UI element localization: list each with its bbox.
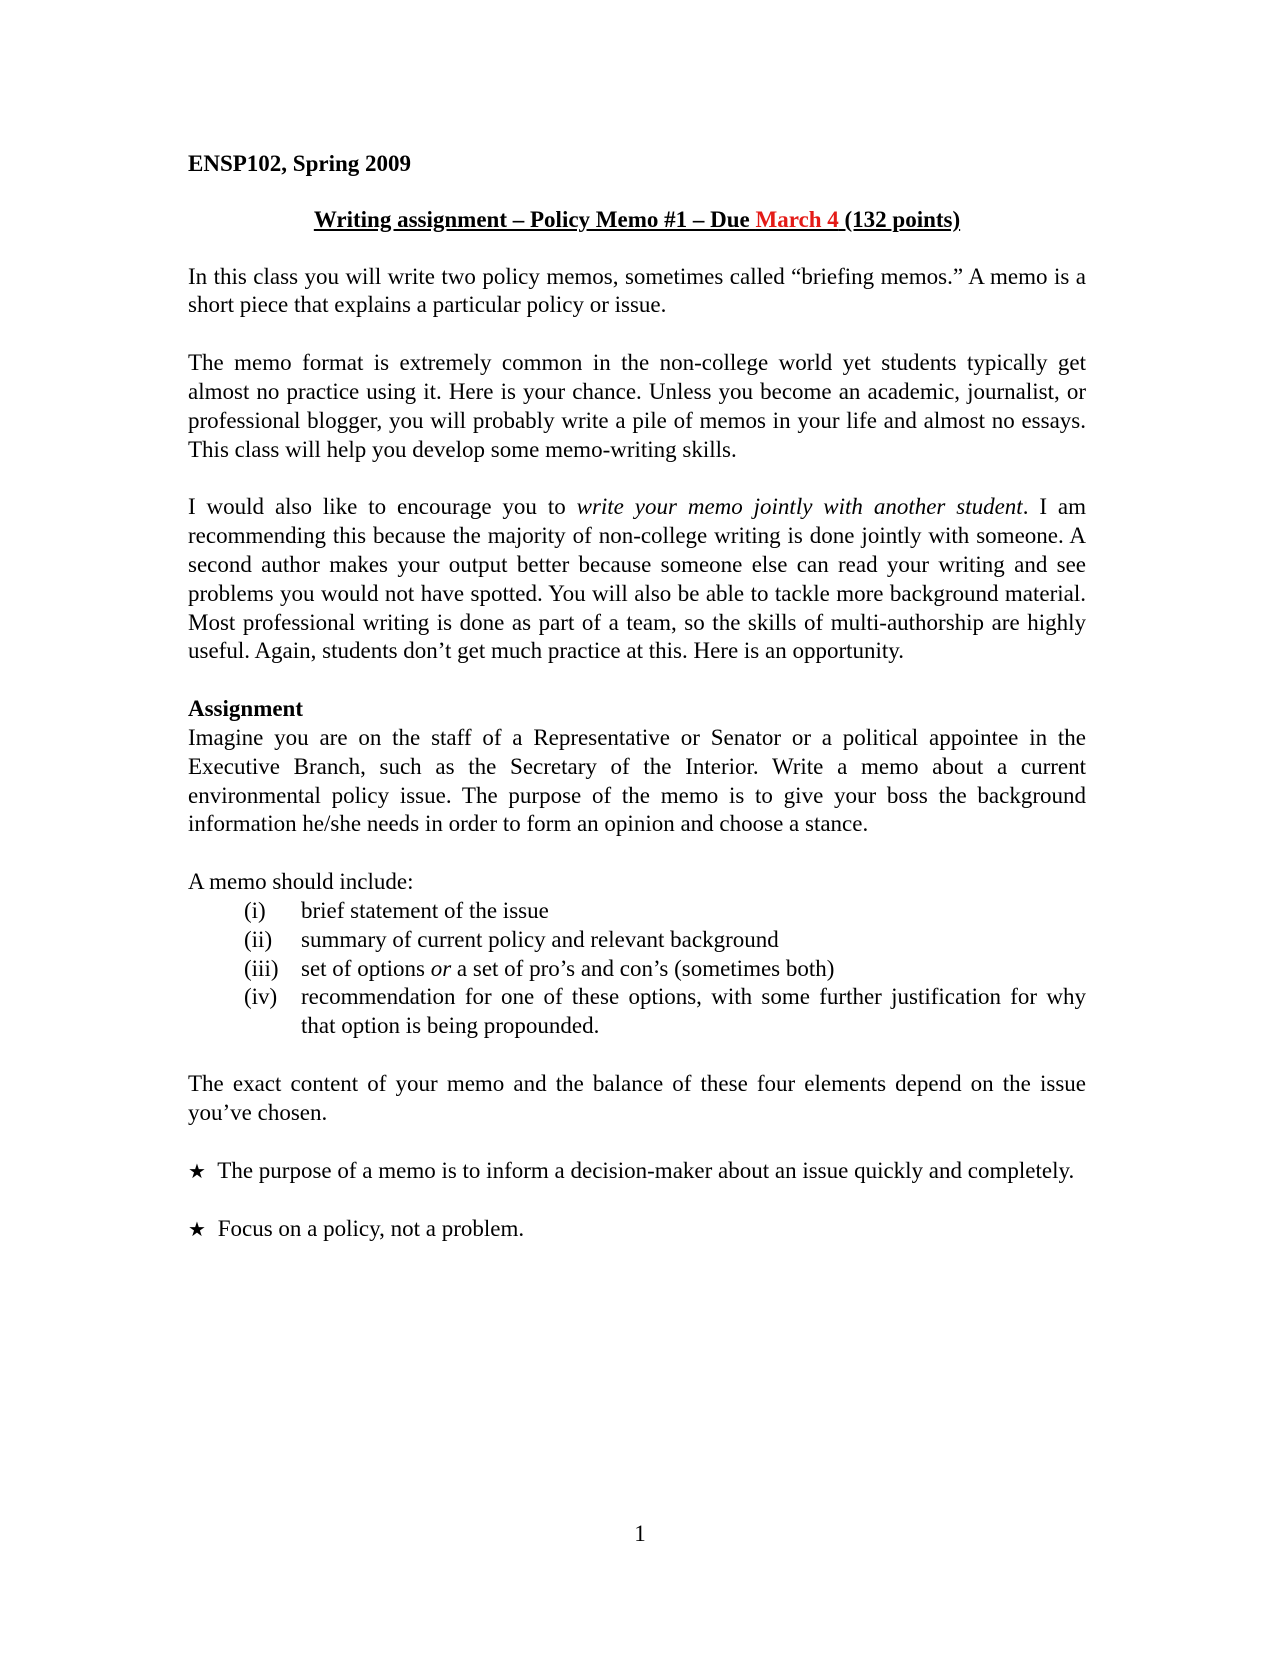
- tip-purpose: [188, 1157, 1086, 1187]
- list-item-text: brief statement of the issue: [301, 897, 549, 923]
- list-item: [188, 926, 1086, 955]
- assignment-heading: Assignment: [188, 696, 304, 722]
- list-item-text: summary of current policy and relevant background: [301, 926, 779, 952]
- title-suffix: (132 points): [838, 206, 961, 232]
- star-icon: ★: [188, 1160, 206, 1183]
- list-item: [188, 955, 1086, 984]
- content-balance-paragraph: The exact content of your memo and the balance of these four elements depend on the issue you’ve chosen.: [188, 1070, 1086, 1125]
- page-content: [188, 150, 1086, 1274]
- list-item-number: (iii): [244, 955, 279, 981]
- title-prefix: Writing assignment – Policy Memo #1 – Due: [313, 206, 756, 232]
- list-item-text: [301, 955, 1086, 984]
- list-item: [188, 897, 1086, 926]
- joint-writing-paragraph: [188, 493, 1086, 666]
- joint-writing-text-end: . I am recommending this because the majority of non-college writing is done jointly with someone. A second author makes your output better because someone else can read your writing and see problems you would not have spotted. You will also be able to tackle more background material. Most professional writing is done as part of a team, so the skills of multi-authorship are highly useful. Again, students don’t get much practice at this. Here is an opportunity.: [188, 494, 1086, 664]
- tip-focus: [188, 1215, 1086, 1245]
- joint-writing-text-start: I would also like to encourage you to: [188, 494, 577, 520]
- assignment-paragraph: Imagine you are on the staff of a Representative or Senator or a political appointee in the Executive Branch, such as the Secretary of the Interior. Write a memo about a current environmental policy issue. The purpose of the memo is to give your boss the background information he/she needs in order to form an opinion and choose a stance.: [188, 724, 1086, 837]
- tip-text: Focus on a policy, not a problem.: [211, 1216, 525, 1242]
- joint-writing-emphasis: write your memo jointly with another student: [576, 494, 1023, 520]
- intro-paragraph: In this class you will write two policy memos, sometimes called “briefing memos.” A memo is a short piece that explains a particular policy or issue.: [188, 263, 1086, 318]
- list-item-text: recommendation for one of these options, with some further justification for why that option is being propounded.: [301, 984, 1086, 1039]
- page-number: 1: [634, 1521, 646, 1546]
- list-item-text-end: a set of pro’s and con’s (sometimes both): [451, 955, 835, 981]
- list-item: [188, 983, 1086, 1041]
- memo-elements-list: [188, 897, 1086, 1041]
- list-item-number: (ii): [244, 926, 273, 952]
- tip-text: The purpose of a memo is to inform a decision-maker about an issue quickly and completely.: [211, 1157, 1075, 1183]
- memo-list-intro: A memo should include:: [188, 869, 414, 895]
- due-date: March 4: [755, 206, 839, 232]
- list-item-number: (iv): [244, 984, 278, 1010]
- star-icon: ★: [188, 1219, 206, 1242]
- list-item-number: (i): [244, 897, 266, 923]
- list-item-text-start: set of options: [301, 955, 431, 981]
- memo-format-paragraph: The memo format is extremely common in the non-college world yet students typically get almost no practice using it. Here is your chance. Unless you become an academic, journalist, or professional blogger, you will probably write a pile of memos in your life and almost no essays. This class will help you develop some memo-writing skills.: [188, 350, 1086, 462]
- course-heading: ENSP102, Spring 2009: [188, 151, 412, 176]
- list-item-emphasis: or: [430, 955, 452, 981]
- assignment-title: [188, 206, 1086, 235]
